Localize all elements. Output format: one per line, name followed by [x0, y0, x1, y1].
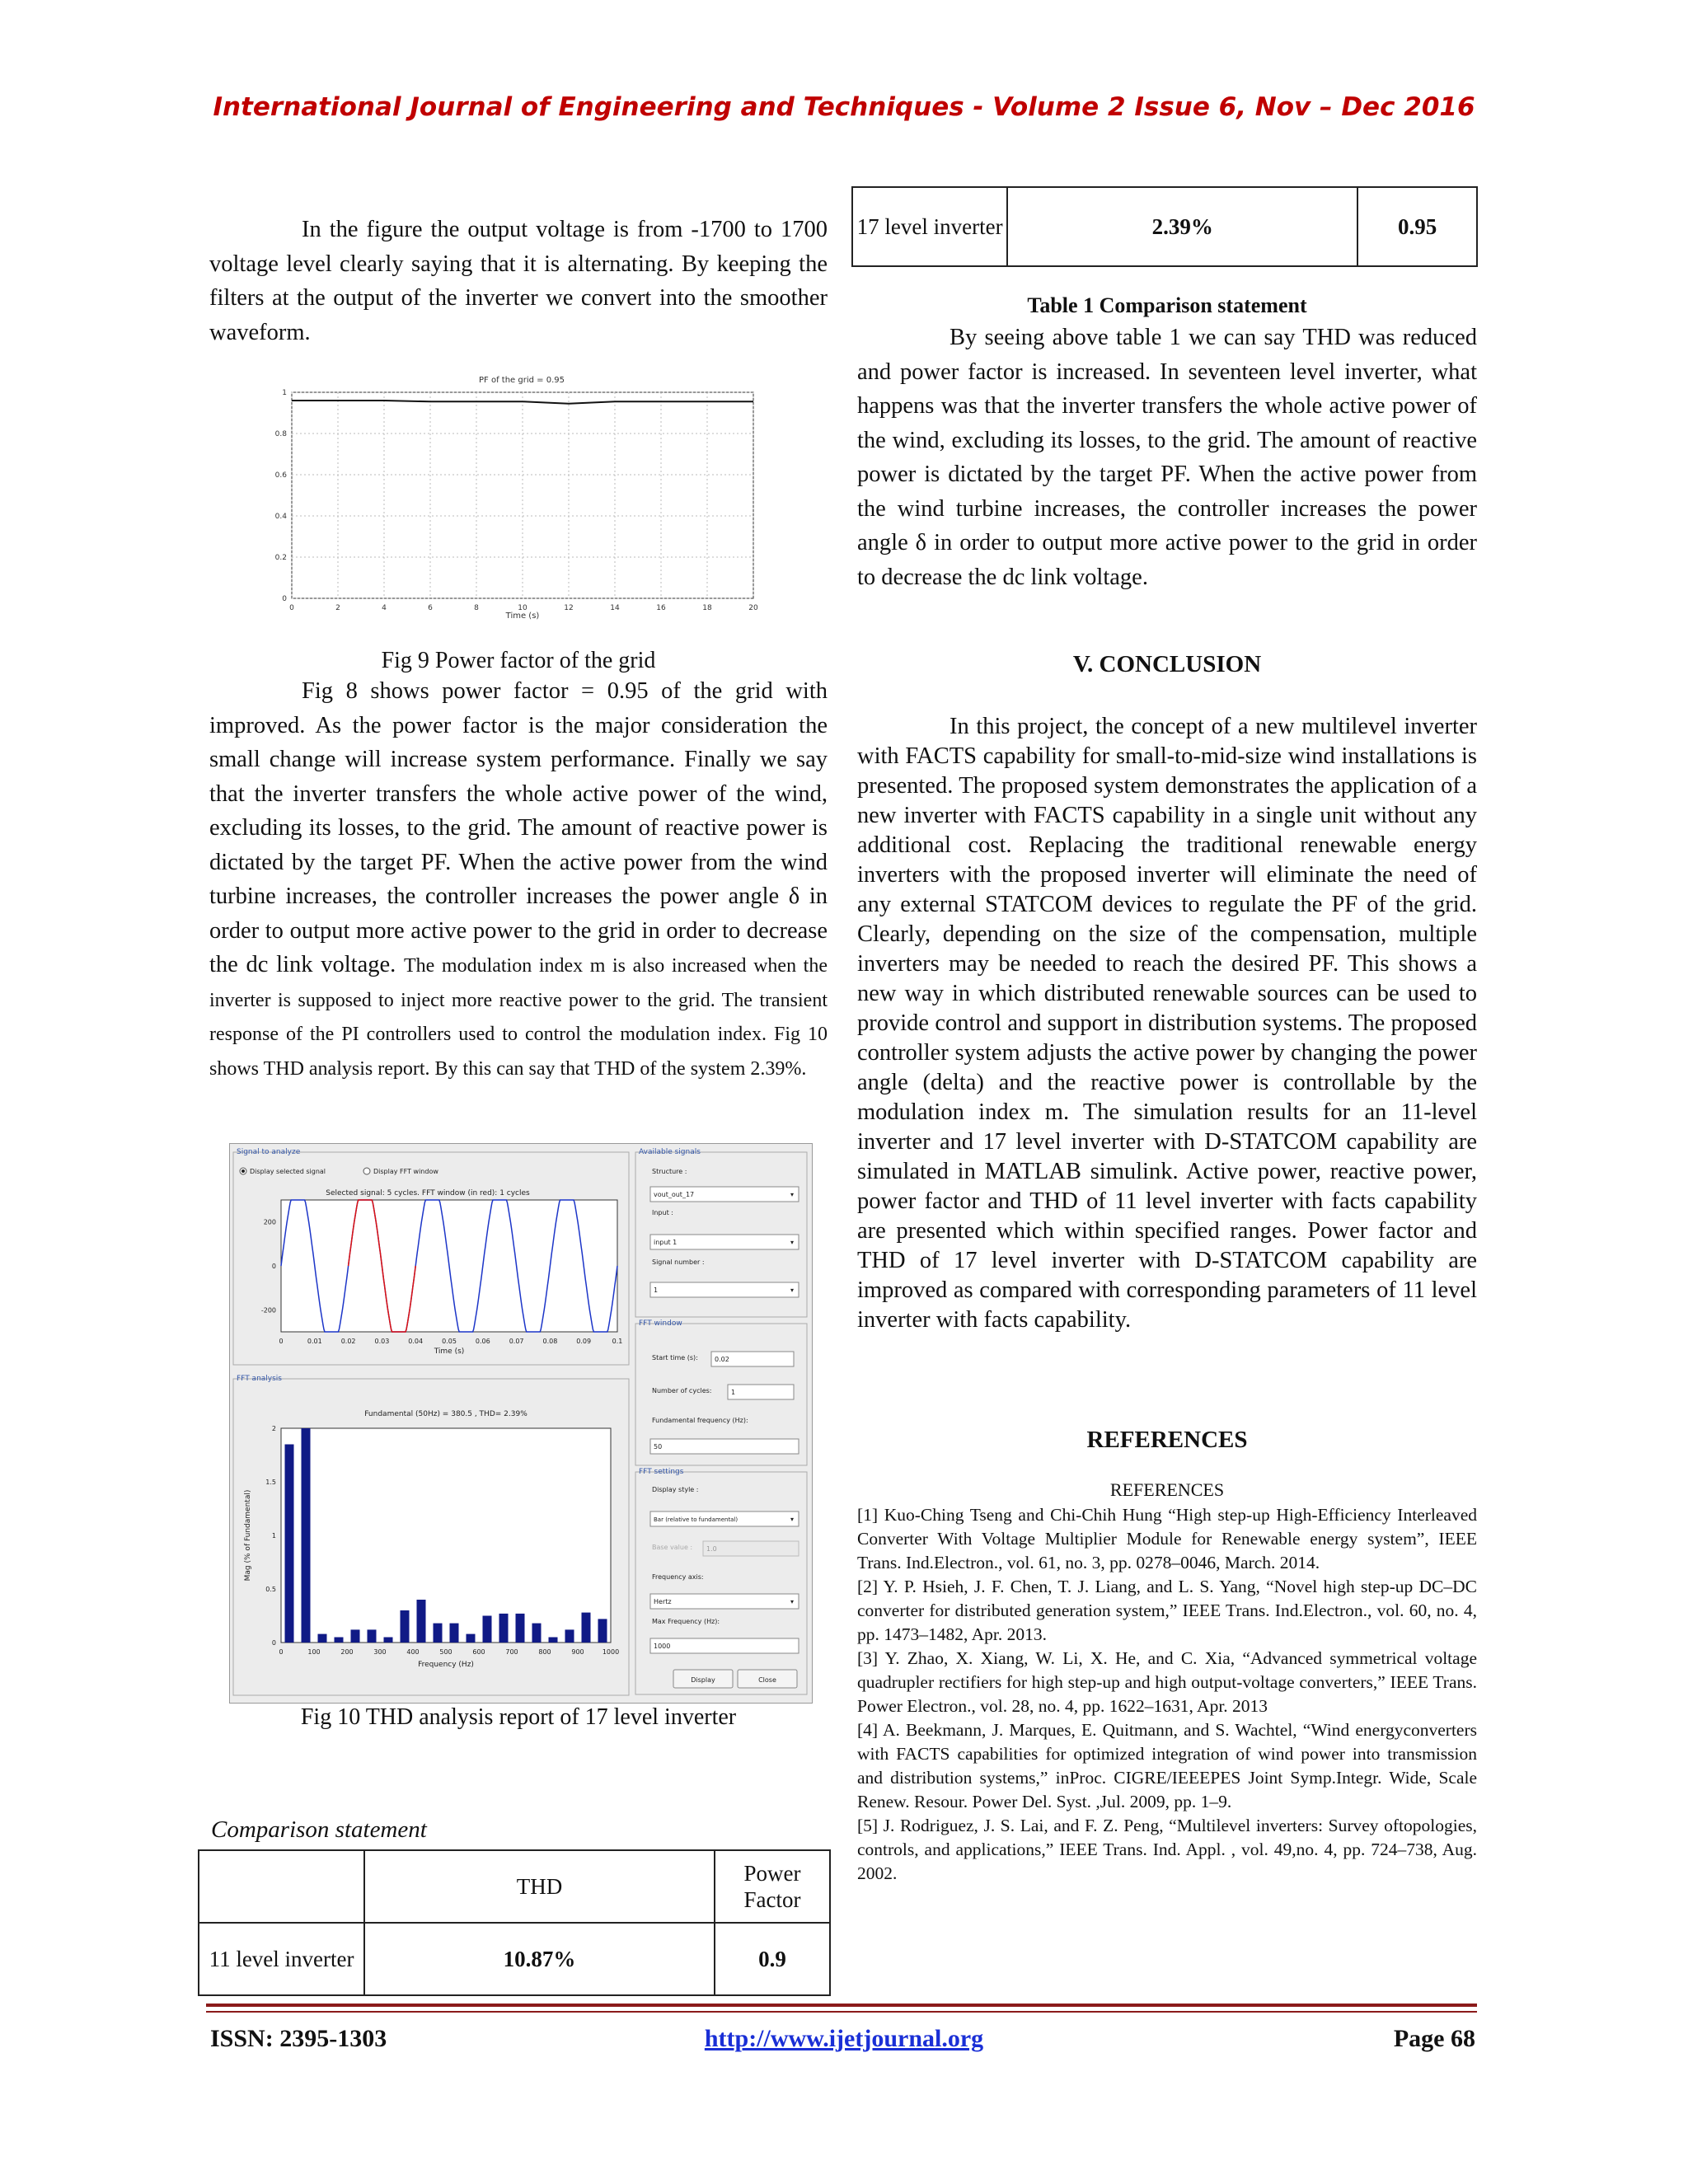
conclusion-heading: V. CONCLUSION	[1072, 651, 1262, 677]
fft-ytick-label: 0.5	[265, 1586, 276, 1593]
signal-panel-title: Signal to analyze	[237, 1148, 301, 1156]
fft-ylabel: Mag (% of Fundamental)	[244, 1489, 252, 1582]
fft-bar	[318, 1634, 327, 1643]
base-value-input	[703, 1541, 799, 1556]
svg-text:1.0: 1.0	[706, 1545, 717, 1553]
fft-xtick-label: 400	[406, 1648, 420, 1656]
fig9-power-factor-chart	[272, 369, 767, 631]
signal-xtick-label: 0	[279, 1338, 284, 1345]
svg-text:▾: ▾	[790, 1516, 795, 1523]
fft-title: Fundamental (50Hz) = 380.5 , THD= 2.39%	[364, 1410, 528, 1418]
table-header-pf: Power Factor	[715, 1850, 830, 1923]
input-label: Input :	[652, 1209, 673, 1216]
fft-ytick-label: 0	[271, 1639, 276, 1647]
reference-item: [3] Y. Zhao, X. Xiang, W. Li, X. He, and C. Xia, “Advanced symmetrical voltage quadrupler rectifiers for high step-up and high output-voltage converters,” IEEE Trans. Power Electron., vol. 28, no. 4, pp. 1622–1631, Apr. 2013	[857, 1648, 1477, 1716]
fig9-xtick-label: 8	[474, 604, 479, 612]
freq-axis-select	[650, 1594, 799, 1609]
table-row2-pf: 0.95	[1357, 187, 1477, 266]
fft-bar	[499, 1614, 509, 1643]
fft-bar	[516, 1614, 525, 1643]
references-subheading: REFERENCES	[1109, 1479, 1225, 1500]
right-paragraph-1: By seeing above table 1 we can say THD was reduced and power factor is increased. In seventeen level inverter, what happens was that the inverter transfers the whole active power of the wind, excluding its losses, to the grid. The amount of reactive power is dictated by the target PF. When the active power from the wind turbine increases, the controller increases the power angle δ in order to output more active power to the grid in order to decrease the dc link voltage.	[857, 325, 1477, 590]
footer-page: Page 68	[1393, 2025, 1475, 2052]
fft-bar	[401, 1610, 410, 1643]
fft-xlabel: Frequency (Hz)	[418, 1661, 474, 1669]
fig9-xtick-label: 20	[748, 604, 758, 612]
fft-xtick-label: 900	[571, 1648, 584, 1656]
signal-xtick-label: 0.07	[509, 1338, 524, 1345]
fft-bar	[565, 1629, 574, 1643]
fft-ytick-label: 2	[271, 1425, 276, 1432]
svg-text:▾: ▾	[790, 1239, 795, 1246]
fig9-xtick-label: 2	[335, 604, 340, 612]
svg-text:50: 50	[654, 1443, 663, 1451]
fft-bar	[532, 1624, 542, 1643]
fig9-ytick-label: 0.2	[274, 554, 287, 562]
fig9-caption: Fig 9 Power factor of the grid	[381, 648, 656, 673]
conclusion-paragraph: In this project, the concept of a new multilevel inverter with FACTS capability for small-to-mid-size wind installations is presented. The proposed system demonstrates the application of a new inverter with FACTS capability in a single unit without any additional cost. Replacing the traditional renewable energy inverters with the proposed inverter will eliminate the need of any external STATCOM devices to regulate the PF of the grid. Clearly, depending on the size of the compensation, multiple inverters may be needed to reach the desired PF. This shows a new way in which distributed renewable sources can be used to provide control and support in distribution systems. The proposed controller system adjusts the active power by changing the power angle (delta) and the reactive power is controllable by the modulation index m. The simulation results for an 11-level inverter and 17 level inverter with D-STATCOM capability are simulated in MATLAB simulink. Active power, reactive power, power factor and THD of 11 level inverter with facts capability are presented which within specified ranges. Power factor and THD of 17 level inverter with D-STATCOM capability are improved as compared with corresponding parameters of 11 level inverter with facts capability.	[857, 714, 1477, 1333]
svg-text:0.02: 0.02	[715, 1356, 729, 1363]
fft-settings-panel-title: FFT settings	[639, 1468, 684, 1476]
signal-ytick-label: 0	[271, 1263, 276, 1270]
fft-plot-area	[281, 1428, 611, 1643]
references-list	[857, 1503, 1477, 1886]
fft-xtick-label: 0	[279, 1648, 284, 1656]
cycles-input	[728, 1385, 794, 1399]
svg-text:Close: Close	[758, 1676, 776, 1684]
reference-item: [2] Y. P. Hsieh, J. F. Chen, T. J. Liang, and L. S. Yang, “Novel high step-up DC–DC converter for distributed generation system,” IEEE Trans. Ind.Electron., vol. 60, no. 4, pp. 1473–1482, Apr. 2013.	[857, 1577, 1477, 1644]
footer-issn: ISSN: 2395-1303	[210, 2025, 387, 2052]
left-paragraph-2: Fig 8 shows power factor = 0.95 of the grid with improved. As the power factor is the major consideration the small change will increase system performance. Finally we say that the inverter transfers the whole active power of the wind, excluding its losses, to the grid. The amount of reactive power is dictated by the target PF. When the active power from the wind turbine increases, the controller increases the power angle δ in order to output more active power to the grid in order to decrease the dc link voltage. The modulation index m is also increased when the inverter is supposed to inject more reactive power to the grid. The transient response of the PI controllers used to control the modulation index. Fig 10 shows THD analysis report. By this can say that THD of the system 2.39%.	[209, 678, 828, 1080]
fig9-ytick-label: 0.4	[274, 513, 287, 521]
signal-xtick-label: 0.04	[408, 1338, 424, 1345]
fft-bar	[285, 1445, 294, 1643]
signal-ytick-label: -200	[260, 1306, 276, 1315]
max-freq-label: Max Frequency (Hz):	[652, 1618, 720, 1625]
table-corner-cell	[199, 1850, 364, 1923]
journal-header: International Journal of Engineering and Techniques - Volume 2 Issue 6, Nov – Dec 2016	[213, 92, 1475, 122]
fund-freq-label: Fundamental frequency (Hz):	[652, 1417, 748, 1424]
footer-rule-thick	[206, 2004, 1477, 2007]
svg-text:Display: Display	[691, 1676, 715, 1684]
fig9-xtick-label: 12	[564, 604, 574, 612]
table-row2-label: 17 level inverter	[852, 187, 1007, 266]
fig9-xlabel: Time (s)	[505, 612, 540, 621]
references-heading: REFERENCES	[1086, 1427, 1248, 1453]
signal-xtick-label: 0.02	[340, 1338, 356, 1345]
svg-text:vout_out_17: vout_out_17	[654, 1191, 695, 1198]
fft-bar	[417, 1600, 426, 1643]
fft-window-panel-title: FFT window	[639, 1319, 682, 1328]
table-row1-pf: 0.9	[715, 1923, 830, 1995]
comparison-table-part1	[198, 1849, 831, 1996]
fig9-xtick-label: 6	[428, 604, 433, 612]
fig9-ytick-label: 0	[282, 595, 287, 603]
footer-url-link[interactable]: http://www.ijetjournal.org	[704, 2025, 984, 2052]
display-style-label: Display style :	[652, 1486, 699, 1493]
fft-ytick-label: 1.5	[265, 1479, 276, 1486]
fig9-ytick-label: 0.6	[274, 471, 287, 480]
comparison-label: Comparison statement	[211, 1816, 427, 1843]
fig9-xtick-label: 16	[656, 604, 666, 612]
fft-bar	[302, 1428, 311, 1643]
fft-xtick-label: 100	[307, 1648, 321, 1656]
fft-bar	[434, 1624, 443, 1643]
max-freq-input	[650, 1638, 799, 1653]
fft-bar	[335, 1638, 344, 1643]
structure-label: Structure :	[652, 1168, 687, 1175]
svg-text:Bar (relative to fundamental): Bar (relative to fundamental)	[654, 1516, 738, 1523]
svg-text:1: 1	[654, 1286, 659, 1294]
fft-bar	[467, 1634, 476, 1643]
fig9-ytick-label: 1	[282, 389, 287, 397]
cycles-label: Number of cycles:	[652, 1387, 712, 1394]
fft-bar	[483, 1616, 492, 1643]
reference-item: [5] J. Rodriguez, J. S. Lai, and F. Z. Peng, “Multilevel inverters: Survey oftopologies, controls, and applications,” IEEE Trans. Ind. Appl. , vol. 49,no. 4, pp. 724–738, Aug. 2002.	[857, 1816, 1477, 1883]
fft-bar	[582, 1613, 591, 1643]
fig9-xtick-label: 18	[702, 604, 712, 612]
signal-xlabel: Time (s)	[434, 1347, 465, 1356]
table-row2-thd: 2.39%	[1007, 187, 1357, 266]
signal-title: Selected signal: 5 cycles. FFT window (in red): 1 cycles	[326, 1189, 530, 1197]
fft-bar	[384, 1638, 393, 1643]
available-panel-title: Available signals	[639, 1148, 701, 1156]
fig9-xtick-label: 14	[610, 604, 620, 612]
fig10-thd-analysis	[229, 1143, 813, 1704]
signal-ytick-label: 200	[263, 1218, 276, 1226]
signal-xtick-label: 0.1	[612, 1338, 623, 1345]
reference-item: [4] A. Beekmann, J. Marques, E. Quitmann, and S. Wachtel, “Wind energyconverters with FACTS capabilities for optimized integration of wind power into transmission and distribution systems,” inProc. CIGRE/IEEEPES Joint Symp.Integr. Wide, Scale Renew. Resour. Power Del. Syst. ,Jul. 2009, pp. 1–9.	[857, 1720, 1477, 1811]
signal-number-select	[650, 1282, 799, 1297]
fft-bar	[450, 1624, 459, 1643]
fig9-title: PF of the grid = 0.95	[479, 376, 565, 385]
left-paragraph-1: In the figure the output voltage is from -1700 to 1700 voltage level clearly saying that it is alternating. By keeping the filters at the output of the inverter we convert into the smoother waveform.	[209, 217, 828, 345]
start-time-label: Start time (s):	[652, 1354, 698, 1361]
fig9-xtick-label: 4	[382, 604, 387, 612]
svg-text:▾: ▾	[790, 1286, 795, 1294]
svg-text:Hertz: Hertz	[654, 1598, 672, 1605]
fft-ytick-label: 1	[271, 1532, 276, 1540]
fft-xtick-label: 200	[340, 1648, 354, 1656]
fft-xtick-label: 700	[505, 1648, 518, 1656]
fft-xtick-label: 600	[472, 1648, 485, 1656]
fft-bar	[351, 1629, 360, 1643]
table-header-thd: THD	[364, 1850, 715, 1923]
radio-display-fft-label: Display FFT window	[373, 1168, 438, 1175]
fft-xtick-label: 500	[439, 1648, 452, 1656]
footer-rule-thin	[206, 2011, 1477, 2013]
svg-text:input 1: input 1	[654, 1239, 678, 1246]
svg-text:▾: ▾	[790, 1598, 795, 1605]
comparison-table-part2	[851, 186, 1478, 267]
fund-freq-input	[650, 1439, 799, 1454]
signal-xtick-label: 0.06	[475, 1338, 490, 1345]
fft-xtick-label: 1000	[602, 1648, 620, 1656]
fig9-xtick-label: 10	[518, 604, 528, 612]
freq-axis-label: Frequency axis:	[652, 1573, 704, 1581]
fft-xtick-label: 800	[538, 1648, 551, 1656]
signal-xtick-label: 0.03	[374, 1338, 390, 1345]
table-row1-label: 11 level inverter	[199, 1923, 364, 1995]
signal-xtick-label: 0.09	[576, 1338, 592, 1345]
fft-xtick-label: 300	[373, 1648, 387, 1656]
base-value-label: Base value :	[652, 1544, 693, 1551]
table-row1-thd: 10.87%	[364, 1923, 715, 1995]
fft-panel-title: FFT analysis	[237, 1375, 282, 1383]
reference-item: [1] Kuo-Ching Tseng and Chi-Chih Hung “High step-up High-Efficiency Interleaved Converter With Voltage Multiplier Module for Renewable energy system”, IEEE Trans. Ind.Electron., vol. 61, no. 3, pp. 0278–0046, March. 2014.	[857, 1505, 1477, 1572]
fft-bar	[368, 1629, 377, 1643]
radio-display-selected-label: Display selected signal	[250, 1168, 326, 1175]
fft-bar	[549, 1638, 558, 1643]
signal-xtick-label: 0.05	[442, 1338, 457, 1345]
fft-bar	[598, 1619, 607, 1643]
table-caption: Table 1 Comparison statement	[1027, 293, 1307, 317]
svg-text:1000: 1000	[654, 1643, 671, 1650]
fig10-caption: Fig 10 THD analysis report of 17 level inverter	[300, 1704, 737, 1730]
svg-text:▾: ▾	[790, 1191, 795, 1198]
radio-display-fft	[363, 1168, 370, 1174]
fig9-xtick-label: 0	[289, 604, 294, 612]
signal-xtick-label: 0.08	[542, 1338, 558, 1345]
signal-number-label: Signal number :	[652, 1258, 705, 1266]
svg-text:1: 1	[731, 1389, 736, 1396]
signal-xtick-label: 0.01	[307, 1338, 322, 1345]
fig9-ytick-label: 0.8	[274, 430, 287, 438]
